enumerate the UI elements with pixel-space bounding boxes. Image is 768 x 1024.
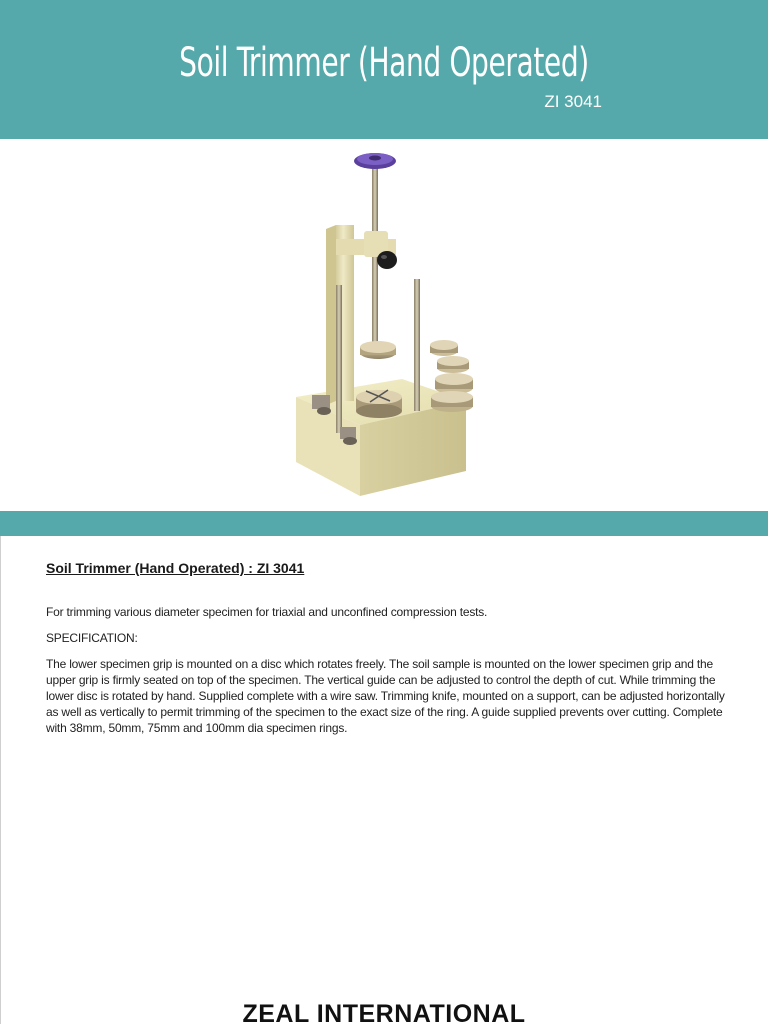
right-guide-rod xyxy=(414,279,420,411)
intro-text: For trimming various diameter specimen for triaxial and unconfined compression tests. xyxy=(46,605,488,619)
specimen-rings-stack xyxy=(430,340,473,412)
hand-wheel xyxy=(354,153,396,169)
page-title: Soil Trimmer (Hand Operated) xyxy=(179,40,589,86)
main-spindle xyxy=(372,167,378,357)
description-text: The lower specimen grip is mounted on a disc which rotates freely. The soil sample is mounted on the lower specimen grip and the upper grip is firmly seated on top of the specimen. The vertical guide can be adjusted to control the depth of cut. While trimming the lower disc is rotated by hand. Supplied complete with a wire saw. Trimming knife, mounted on a support, can be adjusted horizontally as well as vertically to permit trimming of the specimen to the exact size of the ring. A guide supplied prevents over cutting. Complete with 38mm, 50mm, 75mm and 100mm dia specimen rings. xyxy=(46,657,725,735)
soil-trimmer-illustration xyxy=(0,139,768,511)
specification-label: SPECIFICATION: xyxy=(46,631,138,645)
section-heading: Soil Trimmer (Hand Operated) : ZI 3041 xyxy=(46,560,305,576)
lower-rotating-disc xyxy=(356,390,402,418)
product-image-area xyxy=(0,139,768,511)
upper-grip-disc xyxy=(360,341,396,359)
left-margin-rule xyxy=(0,536,1,1024)
header-banner xyxy=(0,0,768,139)
divider-band xyxy=(0,511,768,536)
company-name: ZEAL INTERNATIONAL xyxy=(242,1000,526,1024)
description-section xyxy=(46,560,726,736)
product-code: ZI 3041 xyxy=(544,92,602,111)
left-guide-rod xyxy=(336,285,342,433)
